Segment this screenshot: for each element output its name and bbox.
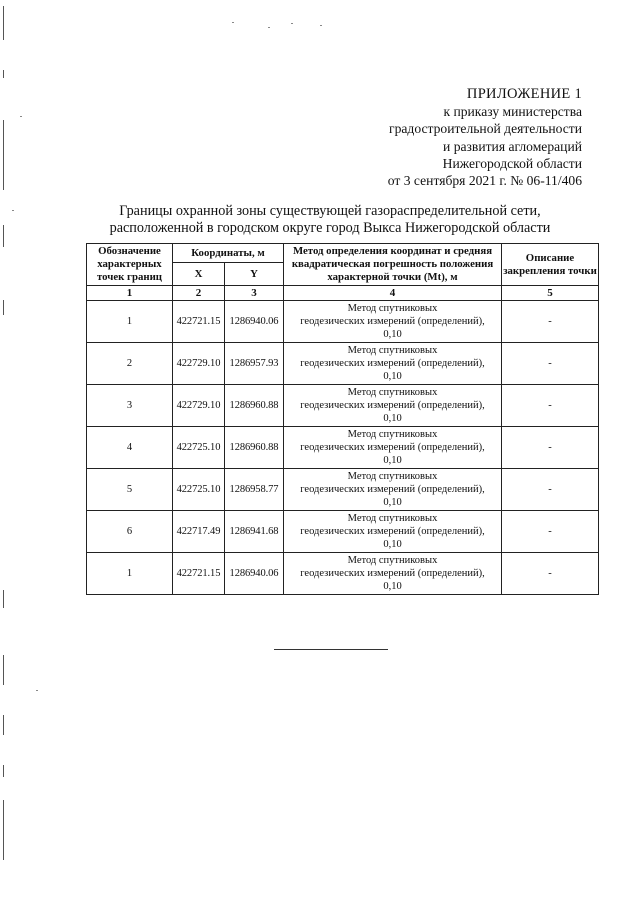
- column-number: 5: [502, 286, 599, 301]
- appendix-header: [388, 86, 582, 189]
- header-line: Нижегородской области: [442, 155, 582, 171]
- method-accuracy: 0,10: [383, 413, 402, 424]
- coordinate-y: 1286958.77: [225, 469, 284, 511]
- method-cell: [284, 469, 502, 511]
- scan-speck: [36, 690, 38, 691]
- document-title-line: Границы охранной зоны существующей газораспределительной сети,: [119, 203, 541, 219]
- scan-speck: [320, 25, 322, 26]
- description-cell: -: [502, 511, 599, 553]
- method-accuracy: 0,10: [383, 329, 402, 340]
- table-row: [87, 469, 599, 511]
- method-cell: [284, 385, 502, 427]
- header-y: Y: [225, 263, 284, 286]
- method-line: Метод спутниковых: [347, 555, 438, 566]
- method-line: геодезических измерений (определений),: [300, 568, 485, 579]
- table-row: [87, 301, 599, 343]
- description-cell: -: [502, 343, 599, 385]
- description-cell: -: [502, 301, 599, 343]
- point-number: 5: [87, 469, 173, 511]
- header-description: Описание закрепления точки: [502, 244, 599, 286]
- method-cell: [284, 301, 502, 343]
- header-line: градостроительной деятельности: [389, 121, 582, 137]
- table-row: [87, 511, 599, 553]
- method-line: Метод спутниковых: [347, 513, 438, 524]
- table-row: [87, 427, 599, 469]
- method-accuracy: 0,10: [383, 455, 402, 466]
- scan-margin-mark: [3, 225, 4, 247]
- method-accuracy: 0,10: [383, 539, 402, 550]
- coordinate-x: 422725.10: [173, 427, 225, 469]
- point-number: 4: [87, 427, 173, 469]
- column-number: 4: [284, 286, 502, 301]
- coordinate-x: 422729.10: [173, 385, 225, 427]
- method-cell: [284, 427, 502, 469]
- method-line: Метод спутниковых: [347, 429, 438, 440]
- method-cell: [284, 553, 502, 595]
- method-line: Метод спутниковых: [347, 345, 438, 356]
- column-number: 3: [225, 286, 284, 301]
- method-accuracy: 0,10: [383, 581, 402, 592]
- column-number: 1: [87, 286, 173, 301]
- appendix-title: ПРИЛОЖЕНИЕ 1: [466, 86, 582, 102]
- scan-margin-mark: [3, 590, 4, 608]
- coordinate-x: 422717.49: [173, 511, 225, 553]
- header-line: к приказу министерства: [443, 104, 582, 120]
- coordinate-y: 1286957.93: [225, 343, 284, 385]
- column-number: 2: [173, 286, 225, 301]
- coordinate-x: 422729.10: [173, 343, 225, 385]
- coordinate-x: 422725.10: [173, 469, 225, 511]
- header-line: и развития агломераций: [443, 138, 582, 154]
- method-line: геодезических измерений (определений),: [300, 442, 485, 453]
- scan-speck: [12, 210, 14, 211]
- header-point-designation: Обозначение характерных точек границ: [87, 244, 173, 286]
- method-cell: [284, 343, 502, 385]
- method-line: геодезических измерений (определений),: [300, 484, 485, 495]
- method-line: геодезических измерений (определений),: [300, 358, 485, 369]
- table-row: [87, 385, 599, 427]
- header-x: X: [173, 263, 225, 286]
- scan-speck: [20, 116, 22, 117]
- point-number: 3: [87, 385, 173, 427]
- description-cell: -: [502, 469, 599, 511]
- coordinate-y: 1286940.06: [225, 553, 284, 595]
- scan-margin-mark: [3, 70, 4, 78]
- scan-margin-mark: [3, 300, 4, 315]
- coordinate-y: 1286960.88: [225, 427, 284, 469]
- scan-margin-mark: [3, 765, 4, 777]
- coordinate-y: 1286940.06: [225, 301, 284, 343]
- coordinate-y: 1286960.88: [225, 385, 284, 427]
- method-accuracy: 0,10: [383, 371, 402, 382]
- point-number: 1: [87, 301, 173, 343]
- coordinate-x: 422721.15: [173, 301, 225, 343]
- description-cell: -: [502, 385, 599, 427]
- table-row: [87, 553, 599, 595]
- method-line: Метод спутниковых: [347, 387, 438, 398]
- header-coordinates: Координаты, м: [173, 244, 284, 263]
- scan-margin-mark: [3, 655, 4, 685]
- method-line: геодезических измерений (определений),: [300, 316, 485, 327]
- method-line: геодезических измерений (определений),: [300, 400, 485, 411]
- point-number: 6: [87, 511, 173, 553]
- end-of-document-line: [274, 649, 388, 650]
- method-line: Метод спутниковых: [347, 303, 438, 314]
- scan-speck: [268, 27, 270, 28]
- scan-speck: [291, 23, 293, 24]
- coordinate-x: 422721.15: [173, 553, 225, 595]
- scan-margin-mark: [3, 120, 4, 190]
- coordinate-y: 1286941.68: [225, 511, 284, 553]
- header-order-line: от 3 сентября 2021 г. № 06-11/406: [387, 173, 582, 189]
- method-cell: [284, 511, 502, 553]
- header-method: Метод определения координат и средняя квадратическая погрешность положения характерной точки (Mt), м: [284, 244, 502, 286]
- scan-speck: [232, 22, 234, 23]
- method-accuracy: 0,10: [383, 497, 402, 508]
- document-title: [80, 203, 580, 236]
- description-cell: -: [502, 553, 599, 595]
- scan-margin-mark: [3, 6, 4, 40]
- description-cell: -: [502, 427, 599, 469]
- method-line: геодезических измерений (определений),: [300, 526, 485, 537]
- point-number: 2: [87, 343, 173, 385]
- document-title-line: расположенной в городском округе город Выкса Нижегородской области: [109, 219, 551, 236]
- table-row: [87, 343, 599, 385]
- scan-margin-mark: [3, 800, 4, 860]
- boundary-points-table: [86, 243, 599, 595]
- scan-margin-mark: [3, 715, 4, 735]
- point-number: 1: [87, 553, 173, 595]
- method-line: Метод спутниковых: [347, 471, 438, 482]
